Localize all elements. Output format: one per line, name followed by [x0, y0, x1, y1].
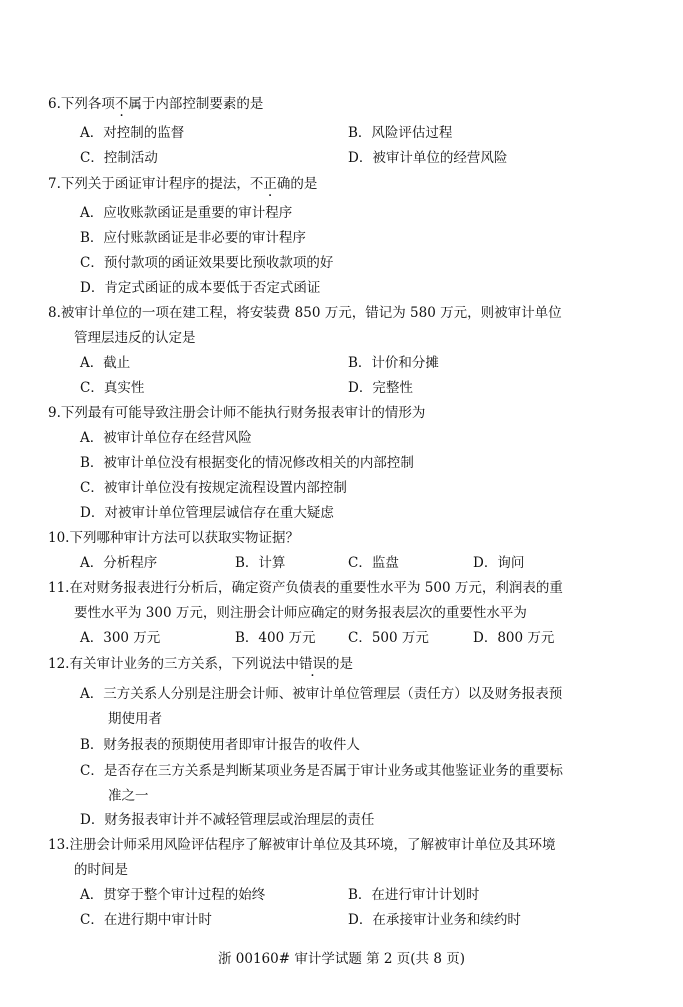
option-a-cont: 期使用者 — [108, 711, 162, 727]
question-10-stem — [48, 529, 299, 547]
option-b: B．被审计单位没有根据变化的情况修改相关的内部控制 — [80, 455, 414, 471]
option-d: D．财务报表审计并不减轻管理层或治理层的责任 — [80, 812, 375, 828]
option-b: B．风险评估过程 — [348, 125, 453, 141]
option-a: A．截止 — [80, 355, 131, 371]
option-a: A．应收账款函证是重要的审计程序 — [80, 205, 293, 221]
emphasis-text: 不 — [114, 96, 129, 112]
stem-text: 的是 — [325, 656, 353, 672]
option-c-cont: 准之一 — [108, 788, 149, 804]
question-11-stem — [48, 579, 563, 597]
option-c: C．控制活动 — [80, 150, 158, 166]
option-d: D．询问 — [473, 555, 525, 571]
option-d: D．在承接审计业务和续约时 — [348, 912, 521, 928]
option-c: C．500 万元 — [348, 630, 429, 646]
option-d: D．肯定式函证的成本要低于否定式函证 — [80, 280, 321, 296]
emphasis-text: 不正确 — [249, 176, 291, 192]
stem-text: 下列关于函证审计程序的提法， — [60, 176, 250, 192]
question-number: 9. — [48, 405, 61, 421]
stem-text: 下列各项 — [60, 96, 115, 112]
question-number: 8. — [48, 305, 61, 321]
option-c: C．真实性 — [80, 380, 145, 396]
option-d: D．800 万元 — [473, 630, 555, 646]
option-d: D．完整性 — [348, 380, 413, 396]
question-9-stem — [48, 404, 425, 422]
question-6-stem — [48, 95, 263, 113]
option-a: A．被审计单位存在经营风险 — [80, 430, 252, 446]
option-c: C．被审计单位没有按规定流程设置内部控制 — [80, 480, 347, 496]
option-a: A．对控制的监督 — [80, 125, 185, 141]
option-b: B．财务报表的预期使用者即审计报告的收件人 — [80, 737, 360, 753]
stem-text: 有关审计业务的三方关系，下列说法中 — [69, 656, 299, 672]
option-b: B．计算 — [235, 555, 286, 571]
option-c: C．预付款项的函证效果要比预收款项的好 — [80, 255, 334, 271]
question-number: 13. — [48, 837, 70, 853]
page-footer: 浙 00160# 审计学试题 第 2 页(共 8 页) — [217, 951, 465, 967]
option-a: A．分析程序 — [80, 555, 158, 571]
option-b: B．在进行审计计划时 — [348, 887, 480, 903]
question-7-stem — [48, 175, 317, 193]
option-a: A．300 万元 — [80, 630, 161, 646]
stem-text: 下列最有可能导致注册会计师不能执行财务报表审计的情形为 — [60, 405, 426, 421]
question-number: 7. — [48, 176, 61, 192]
question-13-stem — [48, 836, 555, 854]
option-d: D．对被审计单位管理层诚信存在重大疑虑 — [80, 505, 334, 521]
question-12-stem — [48, 655, 353, 673]
stem-text: 注册会计师采用风险评估程序了解被审计单位及其环境，了解被审计单位及其环境 — [69, 837, 556, 853]
stem-text: 下列哪种审计方法可以获取实物证据？ — [69, 530, 299, 546]
option-a: A．三方关系人分别是注册会计师、被审计单位管理层（责任方）以及财务报表预 — [80, 686, 563, 702]
stem-text: 的是 — [290, 176, 318, 192]
option-c: C．在进行期中审计时 — [80, 912, 212, 928]
option-c: C．监盘 — [348, 555, 399, 571]
question-number: 6. — [48, 96, 61, 112]
question-number: 11. — [48, 580, 70, 596]
question-number: 10. — [48, 530, 70, 546]
question-11-stem-cont: 要性水平为 300 万元，则注册会计师应确定的财务报表层次的重要性水平为 — [74, 605, 527, 621]
stem-text: 属于内部控制要素的是 — [128, 96, 264, 112]
option-b: B．应付账款函证是非必要的审计程序 — [80, 230, 306, 246]
question-8-stem — [48, 304, 562, 322]
option-b: B．400 万元 — [235, 630, 316, 646]
stem-text: 被审计单位的一项在建工程，将安装费 850 万元，错记为 580 万元，则被审计单位 — [60, 305, 562, 321]
option-b: B．计价和分摊 — [348, 355, 439, 371]
question-13-stem-cont: 的时间是 — [74, 862, 128, 878]
option-c: C．是否存在三方关系是判断某项业务是否属于审计业务或其他鉴证业务的重要标 — [80, 763, 563, 779]
option-a: A．贯穿于整个审计过程的始终 — [80, 887, 266, 903]
question-8-stem-cont: 管理层违反的认定是 — [74, 330, 196, 346]
emphasis-text: 错误 — [298, 656, 326, 672]
question-number: 12. — [48, 656, 70, 672]
option-d: D．被审计单位的经营风险 — [348, 150, 508, 166]
stem-text: 在对财务报表进行分析后，确定资产负债表的重要性水平为 500 万元，利润表的重 — [69, 580, 563, 596]
